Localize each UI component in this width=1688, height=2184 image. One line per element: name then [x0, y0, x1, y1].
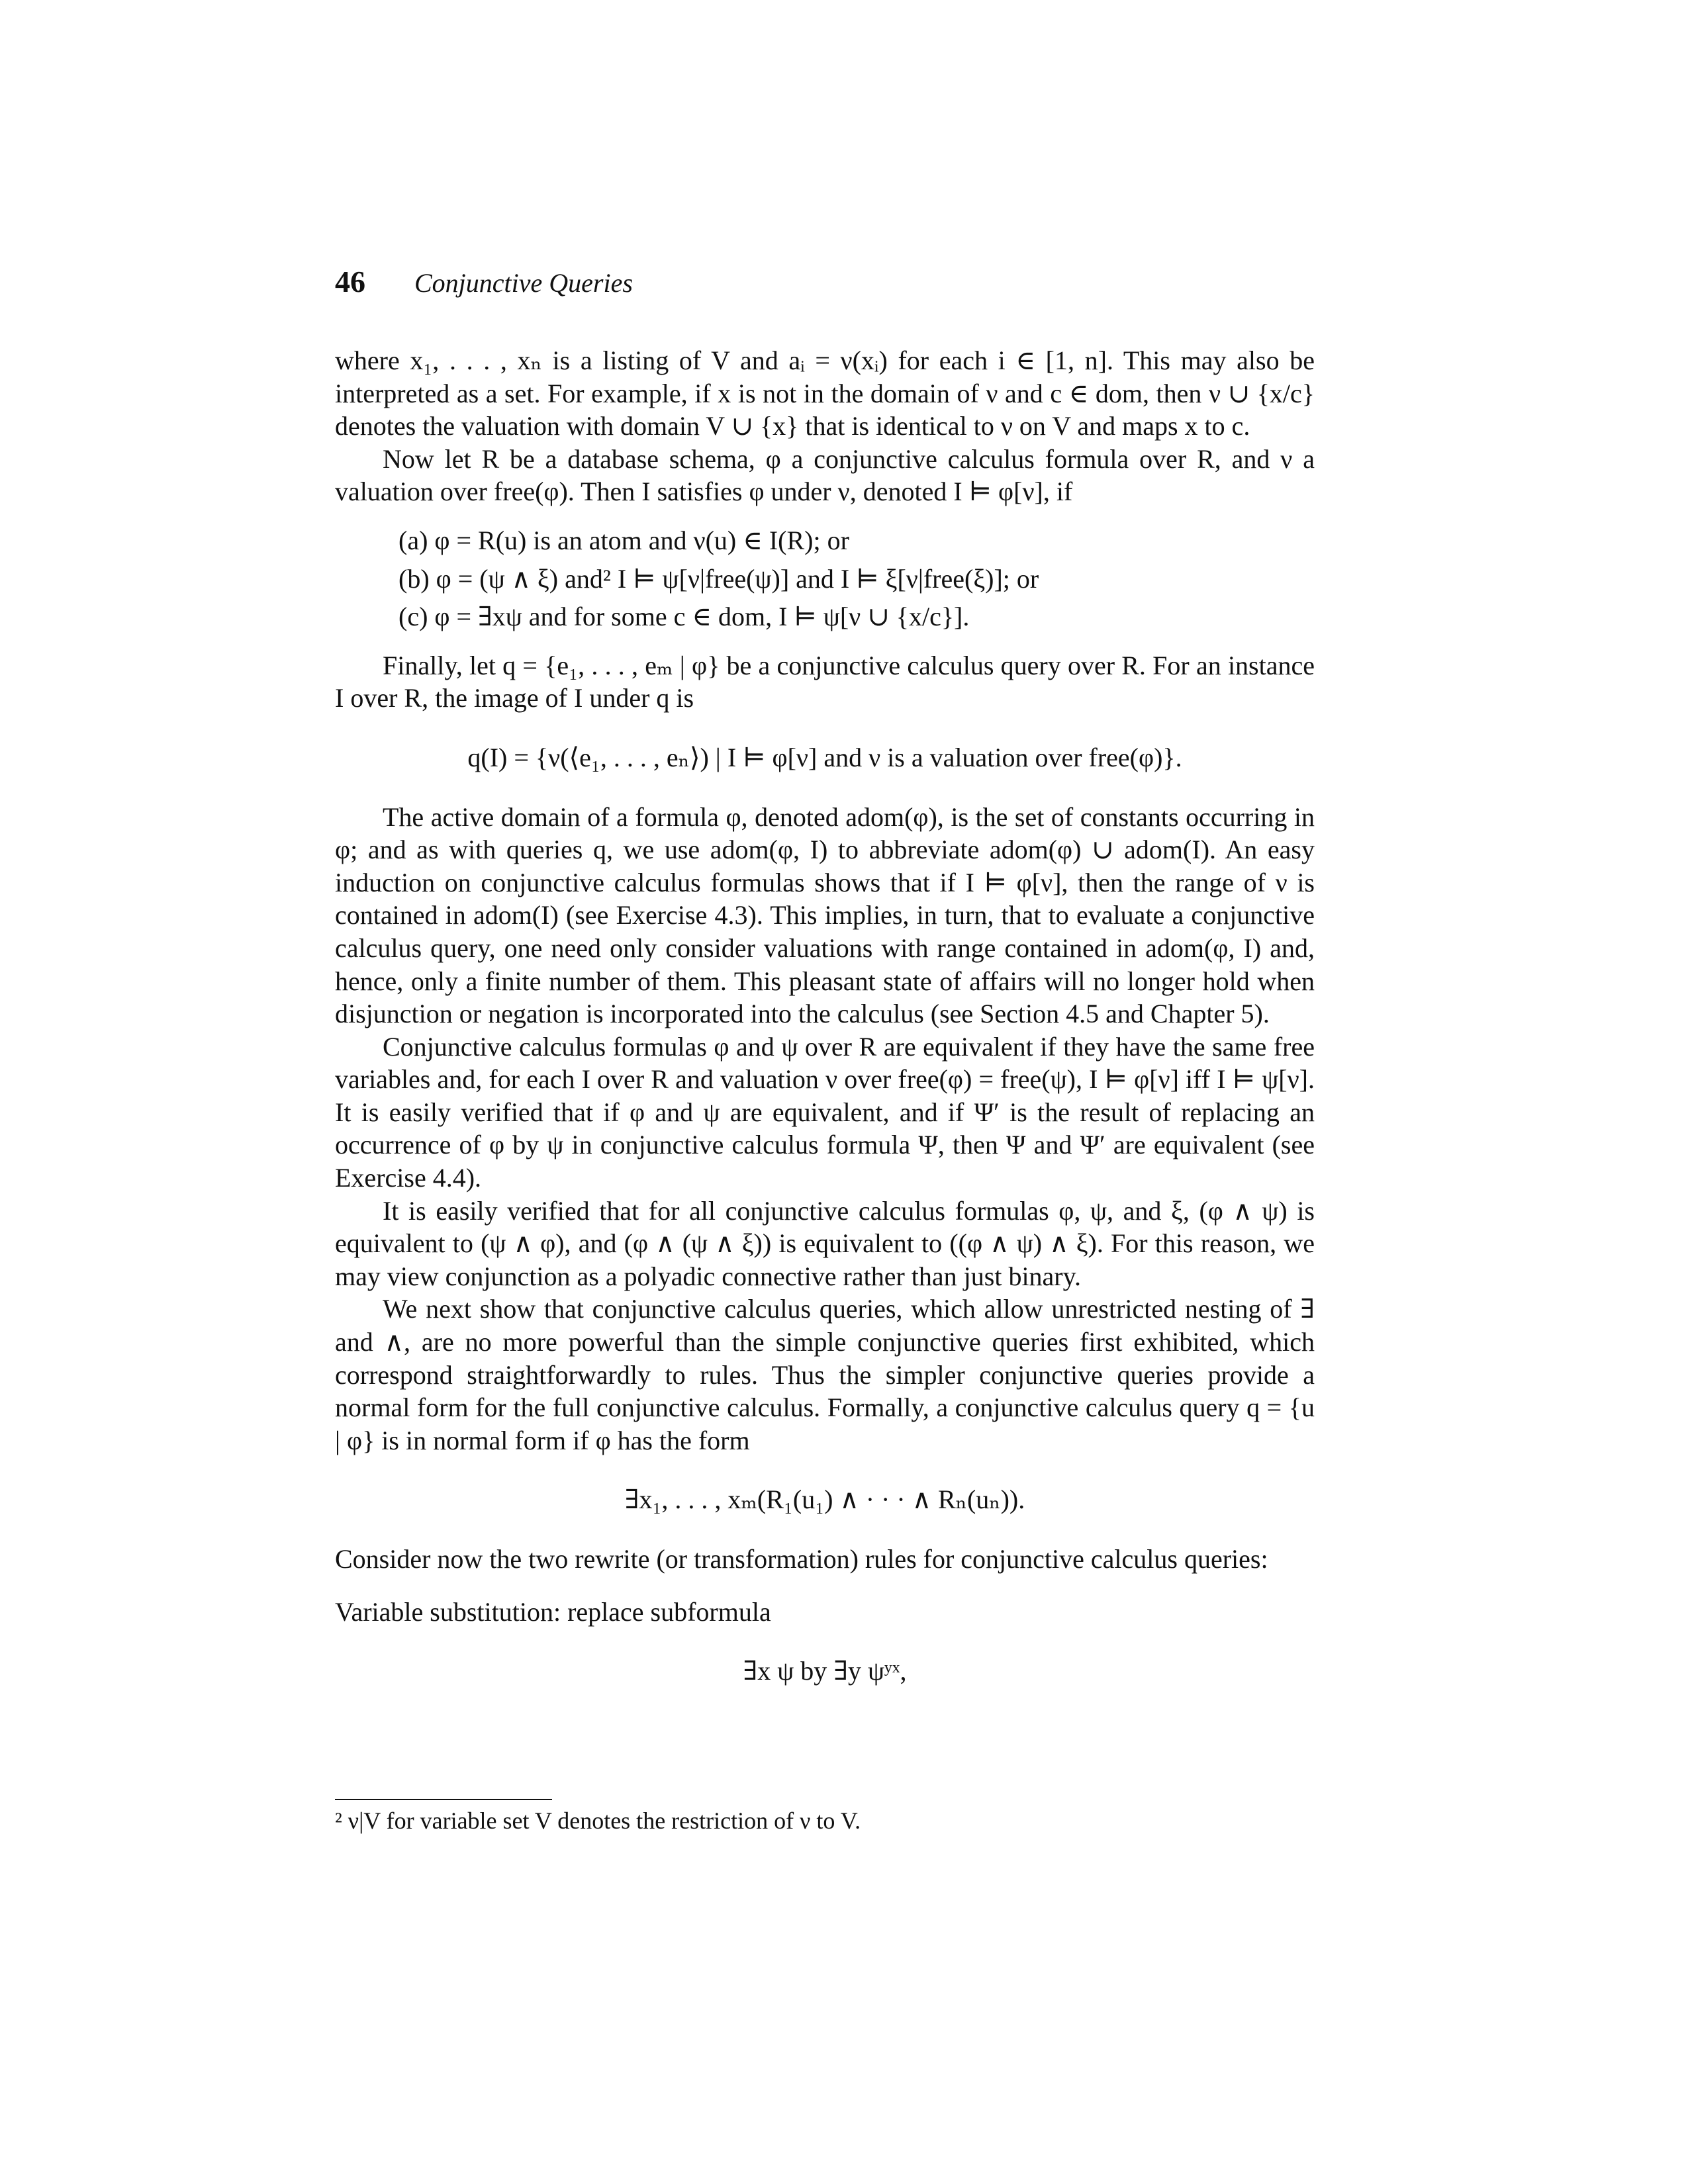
case-c: (c) φ = ∃xψ and for some c ∈ dom, I ⊨ ψ[ν ∪ {x/c}]. — [399, 602, 970, 632]
running-title: Conjunctive Queries — [414, 268, 633, 298]
running-header — [335, 263, 633, 302]
paragraph-5: Conjunctive calculus formulas φ and ψ over R are equivalent if they have the same free variables and, for each I over R and valuation ν over free(φ) = free(ψ), I ⊨ φ[ν] iff I ⊨ ψ[ν]. It is easily verified that if φ and ψ are equivalent, and if Ψ′ is the result of replacing an occurrence of φ by ψ in conjunctive calculus formula Ψ, then Ψ and Ψ′ are equivalent (see Exercise 4.4). — [335, 1031, 1315, 1193]
paragraph-8: Consider now the two rewrite (or transformation) rules for conjunctive calculus queries: — [335, 1544, 1268, 1574]
footnote-rule — [335, 1799, 552, 1800]
paragraph-1: where x₁, . . . , xₙ is a listing of V and aᵢ = ν(xᵢ) for each i ∈ [1, n]. This may also be interpreted as a set. For example, if x is not in the domain of ν and c ∈ dom, then ν ∪ {x/c} denotes the valuation with domain V ∪ {x} that is identical to ν on V and maps x to c. — [335, 345, 1315, 441]
footnote: ² ν|V for variable set V denotes the restriction of ν to V. — [335, 1807, 861, 1834]
image-definition-formula: q(I) = {ν(⟨e₁, . . . , eₙ⟩) | I ⊨ φ[ν] and ν is a valuation over free(φ)}. — [467, 742, 1182, 772]
body-text — [335, 344, 1315, 1714]
paragraph-2: Now let R be a database schema, φ a conjunctive calculus formula over R, and ν a valuation over free(φ). Then I satisfies φ under ν, denoted I ⊨ φ[ν], if — [335, 443, 1315, 507]
satisfaction-cases — [399, 524, 1315, 633]
paragraph-6: It is easily verified that for all conjunctive calculus formulas φ, ψ, and ξ, (φ ∧ ψ) is equivalent to (ψ ∧ φ), and (φ ∧ (ψ ∧ ξ)) is equivalent to ((φ ∧ ψ) ∧ ξ). For this reason, we may view conjunction as a polyadic connective rather than just binary. — [335, 1195, 1315, 1291]
case-a: (a) φ = R(u) is an atom and ν(u) ∈ I(R); or — [399, 525, 849, 555]
substitution-formula: ∃x ψ by ∃y ψʸˣ, — [743, 1656, 907, 1686]
normal-form-formula: ∃x₁, . . . , xₘ(R₁(u₁) ∧ · · · ∧ Rₙ(uₙ)). — [624, 1484, 1025, 1515]
case-b: (b) φ = (ψ ∧ ξ) and² I ⊨ ψ[ν|free(ψ)] and I ⊨ ξ[ν|free(ξ)]; or — [399, 563, 1039, 594]
paragraph-9: Variable substitution: replace subformula — [335, 1596, 771, 1627]
paragraph-4: The active domain of a formula φ, denoted adom(φ), is the set of constants occurring in φ; and as with queries q, we use adom(φ, I) to abbreviate adom(φ) ∪ adom(I). An easy induction on conjunctive calculus formulas shows that if I ⊨ φ[ν], then the range of ν is contained in adom(I) (see Exercise 4.3). This implies, in turn, that to evaluate a conjunctive calculus query, one need only consider valuations with range contained in adom(φ, I) and, hence, only a finite number of them. This pleasant state of affairs will no longer hold when disjunction or negation is incorporated into the calculus (see Section 4.5 and Chapter 5). — [335, 801, 1315, 1029]
page-number: 46 — [335, 265, 365, 298]
paragraph-7: We next show that conjunctive calculus queries, which allow unrestricted nesting of ∃ and ∧, are no more powerful than the simple conjunctive queries first exhibited, which correspond straightforwardly to rules. Thus the simpler conjunctive queries provide a normal form for the full conjunctive calculus. Formally, a conjunctive calculus query q = {u | φ} is in normal form if φ has the form — [335, 1294, 1315, 1455]
paragraph-3: Finally, let q = {e₁, . . . , eₘ | φ} be a conjunctive calculus query over R. For an instance I over R, the image of I under q is — [335, 650, 1315, 713]
